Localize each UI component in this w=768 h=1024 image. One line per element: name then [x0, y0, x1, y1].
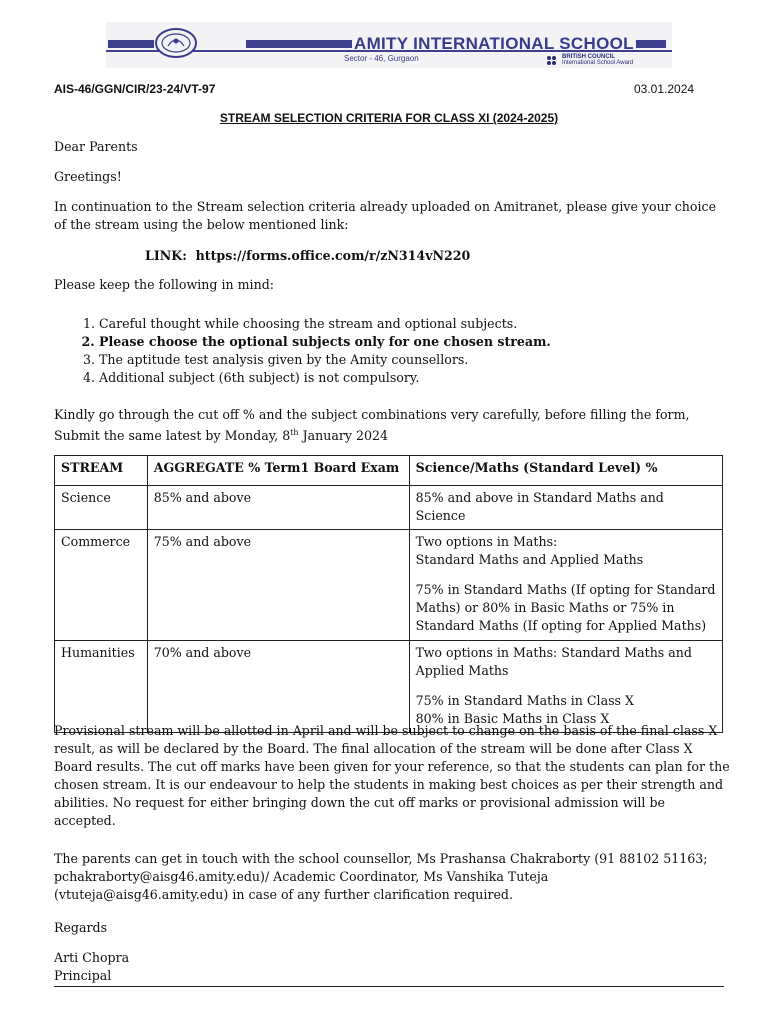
signatory-title: Principal — [54, 968, 112, 983]
circular-title: STREAM SELECTION CRITERIA FOR CLASS XI (2024-2025) — [219, 111, 559, 125]
paragraph-line: result, as will be declared by the Board. The final allocation of the stream will be done after Class X — [54, 741, 693, 756]
british-council-logo-icon — [546, 55, 558, 65]
paragraph-line: Board results. The cut off marks have been given for your reference, so that the students can plan for the — [54, 759, 730, 774]
cell-line: 85% and above in Standard Maths and Science — [415, 490, 664, 523]
cell-aggregate: 75% and above — [147, 530, 409, 641]
cell-maths — [409, 530, 722, 641]
keep-in-mind-heading: Please keep the following in mind: — [54, 277, 275, 292]
cell-line: 75% in Standard Maths in Class X — [415, 693, 634, 708]
school-name: AMITY INTERNATIONAL SCHOOL — [354, 34, 634, 53]
list-item: 3. The aptitude test analysis given by the Amity counsellors. — [99, 351, 551, 369]
provisional-paragraph — [54, 722, 730, 830]
table-header-row — [55, 456, 723, 486]
header-aggregate: AGGREGATE % Term1 Board Exam — [147, 456, 409, 486]
header-stream: STREAM — [55, 456, 148, 486]
paragraph-line: The parents can get in touch with the school counsellor, Ms Prashansa Chakraborty (91 88102 51163; — [54, 851, 708, 866]
circular-reference: AIS-46/GGN/CIR/23-24/VT-97 — [54, 82, 216, 96]
paragraph-line: chosen stream. It is our endeavour to help the students in making best choices as per their strength and — [54, 777, 724, 792]
cutoff-line-2 — [54, 424, 388, 445]
cell-stream: Science — [55, 486, 148, 530]
greeting: Greetings! — [54, 169, 122, 184]
cell-aggregate: 85% and above — [147, 486, 409, 530]
school-crest-icon — [154, 28, 198, 58]
banner-stripe-left — [108, 40, 154, 48]
link-label: LINK: — [145, 248, 187, 263]
cell-line: Standard Maths (If opting for Applied Maths) — [415, 618, 707, 633]
paragraph-line: abilities. No request for either bringing down the cut off marks or provisional admission will be — [54, 795, 665, 810]
banner-stripe-middle — [246, 40, 352, 48]
british-council-award — [562, 54, 633, 66]
cell-stream: Humanities — [55, 641, 148, 733]
deadline-month: January 2024 — [298, 428, 389, 444]
cell-line: Applied Maths — [415, 663, 509, 678]
footer-rule — [54, 986, 724, 987]
cell-line: Two options in Maths: Standard Maths and — [415, 645, 692, 660]
award-line-1: BRITISH COUNCIL — [562, 54, 615, 60]
ordinal-suffix: th — [290, 428, 299, 437]
form-link-row — [145, 247, 470, 265]
list-item: 2. Please choose the optional subjects only for one chosen stream. — [99, 333, 551, 351]
paragraph-line: Provisional stream will be allotted in April and will be subject to change on the basis of the final class X — [54, 723, 718, 738]
paragraph-line: (vtuteja@aisg46.amity.edu) in case of any further clarification required. — [54, 887, 513, 902]
cell-stream: Commerce — [55, 530, 148, 641]
cell-aggregate: 70% and above — [147, 641, 409, 733]
form-link[interactable]: https://forms.office.com/r/zN314vN220 — [195, 248, 471, 263]
paragraph-line: accepted. — [54, 813, 116, 828]
school-header-banner — [106, 22, 672, 68]
cell-line: Maths) or 80% in Basic Maths or 75% in — [415, 600, 675, 615]
list-item: 4. Additional subject (6th subject) is not compulsory. — [99, 369, 551, 387]
circular-date: 03.01.2024 — [634, 82, 695, 96]
cutoff-line-1: Kindly go through the cut off % and the subject combinations very carefully, before filling the form, — [54, 407, 690, 422]
header-maths: Science/Maths (Standard Level) % — [409, 456, 722, 486]
paragraph-line: pchakraborty@aisg46.amity.edu)/ Academic Coordinator, Ms Vanshika Tuteja — [54, 869, 549, 884]
cell-maths — [409, 641, 722, 733]
banner-stripe-right — [636, 40, 666, 48]
cell-line: 80% in Basic Maths in Class X — [415, 711, 610, 726]
salutation: Dear Parents — [54, 139, 138, 154]
award-line-2: International School Award — [562, 60, 634, 66]
guidelines-list — [54, 315, 551, 387]
table-row — [55, 486, 723, 530]
intro-line-2: of the stream using the below mentioned link: — [54, 217, 349, 232]
deadline-text: Submit the same latest by Monday, 8 — [54, 428, 291, 444]
list-item: 1. Careful thought while choosing the stream and optional subjects. — [99, 315, 551, 333]
regards: Regards — [54, 920, 108, 935]
cell-maths — [409, 486, 722, 530]
stream-criteria-table — [54, 455, 723, 733]
contact-paragraph — [54, 850, 708, 904]
cell-line: Standard Maths and Applied Maths — [415, 552, 644, 567]
school-address: Sector - 46, Gurgaon — [344, 54, 419, 63]
cell-line: Two options in Maths: — [415, 534, 558, 549]
table-row — [55, 641, 723, 733]
cell-line: 75% in Standard Maths (If opting for Standard — [415, 582, 716, 597]
intro-line-1: In continuation to the Stream selection criteria already uploaded on Amitranet, please give your choice — [54, 199, 717, 214]
signatory-name: Arti Chopra — [54, 950, 130, 965]
table-row — [55, 530, 723, 641]
